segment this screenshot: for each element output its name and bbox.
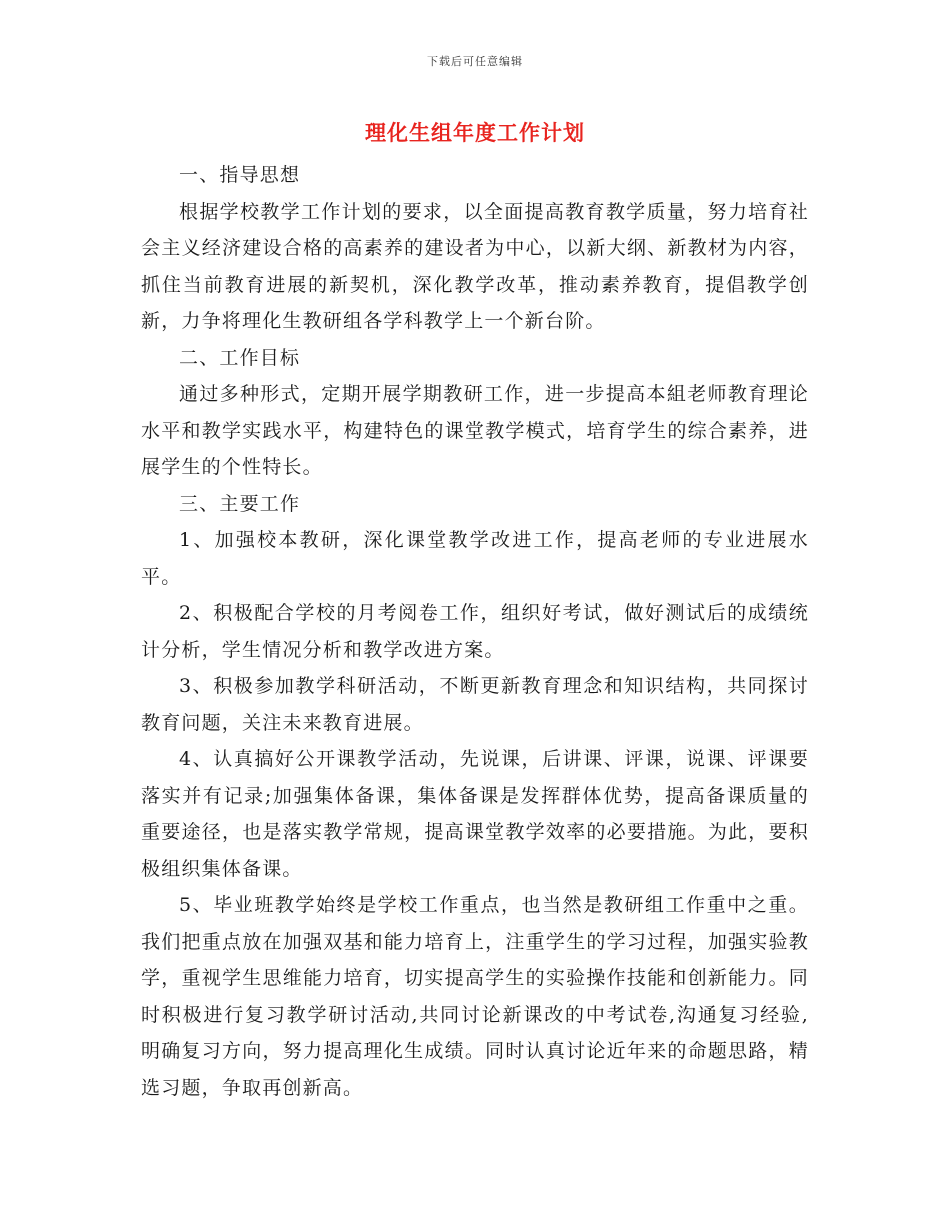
list-item-5: 5、毕业班教学始终是学校工作重点，也当然是教研组工作重中之重。我们把重点放在加强双基和能力培育上，注重学生的学习过程，加强实验教学，重视学生思维能力培育，切实提高学生的实验操作技能和创新能力。同时积极进行复习教学研讨活动,共同讨论新课改的中考试卷,沟通复习经验,明确复习方向，努力提高理化生成绩。同时认真讨论近年来的命题思路，精选习题，争取再创新高。 bbox=[141, 894, 809, 1099]
document-title: 理化生组年度工作计划 bbox=[365, 121, 585, 145]
list-item-4: 4、认真搞好公开课教学活动，先说课，后讲课、评课，说课、评课要落实并有记录;加强集体备课，集体备课是发挥群体优势，提高备课质量的重要途径，也是落实教学常规，提高课堂教学效率的必要措施。为此，要积极组织集体备课。 bbox=[141, 748, 809, 880]
section-heading-work-goals: 二、工作目标 bbox=[179, 346, 301, 369]
section-heading-guiding-thought: 一、指导思想 bbox=[179, 164, 301, 186]
paragraph-guiding-thought: 根据学校教学工作计划的要求，以全面提高教育教学质量，努力培育社会主义经济建设合格的高素养的建设者为中心，以新大纲、新教材为内容，抓住当前教育进展的新契机，深化教学改革，推动素养教育，提倡教学创新，力争将理化生教研组各学科教学上一个新台阶。 bbox=[141, 200, 809, 332]
header-note: 下载后可任意编辑 bbox=[427, 55, 523, 68]
list-item-1: 1、加强校本教研，深化课堂教学改进工作，提高老师的专业进展水平。 bbox=[141, 529, 809, 588]
list-item-2: 2、积极配合学校的月考阅卷工作，组织好考试，做好测试后的成绩统计分析，学生情况分析和教学改进方案。 bbox=[141, 602, 809, 661]
document-body bbox=[141, 157, 809, 1106]
section-heading-main-work: 三、主要工作 bbox=[179, 492, 301, 515]
paragraph-work-goals: 通过多种形式，定期开展学期教研工作，进一步提高本組老师教育理论水平和教学实践水平，构建特色的课堂教学模式，培育学生的综合素养，进展学生的个性特长。 bbox=[141, 383, 809, 478]
list-item-3: 3、积极参加教学科研活动，不断更新教育理念和知识结构，共同探讨教育问题，关注未来教育进展。 bbox=[141, 675, 809, 734]
